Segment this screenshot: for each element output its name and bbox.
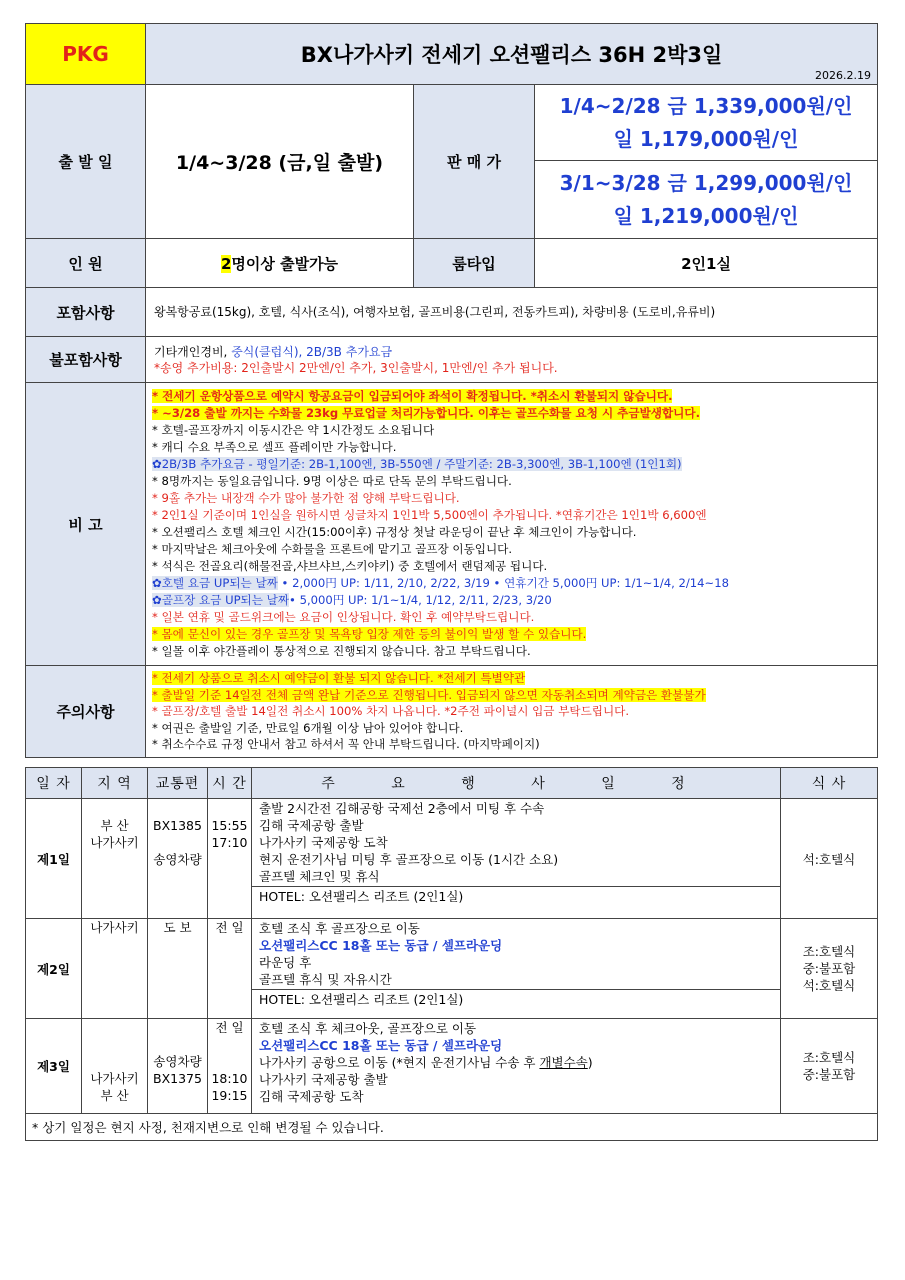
- remark-golf-up-title: ✿골프장 요금 UP되는 날짜: [152, 593, 290, 607]
- day1-label: 제1일: [26, 799, 82, 919]
- col-time: 시 간: [208, 768, 252, 799]
- remark-golf-up-dates: • 5,000円 UP: 1/1~1/4, 1/12, 2/11, 2/23, 3/20: [289, 593, 552, 607]
- people-text: 명이상 출발가능: [231, 254, 339, 273]
- caution-line: * 취소수수료 규정 안내서 참고 하셔서 꼭 안내 부탁드립니다. (마지막페이지): [152, 737, 540, 752]
- caution-line: * 전세기 상품으로 취소시 예약금이 환불 되지 않습니다. *전세기 특별약관: [152, 671, 526, 686]
- day2-hotel: HOTEL: 오션팰리스 리조트 (2인1실): [259, 992, 464, 1007]
- day1-region: [82, 799, 148, 919]
- remark-line: * 호텔-골프장까지 이동시간은 약 1시간정도 소요됩니다: [152, 423, 435, 437]
- individual-checkin: 개별수속: [539, 1055, 588, 1070]
- day2-region: 나가사키: [90, 920, 139, 935]
- day2-event: 호텔 조식 후 골프장으로 이동: [259, 921, 420, 936]
- day3-region-2: 부 산: [100, 1088, 129, 1103]
- col-itinerary: 주 요 행 사 일 정: [252, 768, 781, 799]
- day1-event: 현지 운전기사님 미팅 후 골프장으로 이동 (1시간 소요): [259, 852, 559, 867]
- day2-time-cell: [208, 919, 252, 1019]
- include-label: 포함사항: [26, 288, 146, 337]
- remarks-content: [146, 383, 878, 666]
- day1-time-1: 15:55: [211, 818, 248, 833]
- caution-content: [146, 666, 878, 758]
- day1-event: 골프텔 체크인 및 휴식: [259, 869, 380, 884]
- people-value: [146, 239, 414, 288]
- info-table: [25, 23, 878, 758]
- people-count: 2: [220, 254, 232, 273]
- caution-line: * 출발일 기준 14일전 전체 금액 완납 기준으로 진행됩니다. 입금되지 않으면 자동취소되며 계약금은 환불불가: [152, 687, 706, 702]
- day2-label: 제2일: [26, 919, 82, 1019]
- day2-itinerary: [252, 919, 781, 1019]
- remark-line: * 석식은 전골요리(해물전골,샤브샤브,스키야키) 중 호텔에서 랜덤제공 됩니다.: [152, 559, 548, 573]
- remark-line: * ~3/28 출발 까지는 수화물 23kg 무료업글 처리가능합니다. 이후는 골프수화물 요청 시 추금발생합니다.: [152, 406, 700, 420]
- day2-event: 골프텔 휴식 및 자유시간: [259, 972, 392, 987]
- remark-line: * 캐디 수요 부족으로 셀프 플레이만 가능합니다.: [152, 440, 397, 454]
- remark-line: * 오션팰리스 호텔 체크인 시간(15:00이후) 규정상 첫날 라운딩이 끝난 후 체크인이 가능합니다.: [152, 525, 637, 539]
- price-1-line-2: 일 1,179,000원/인: [613, 126, 799, 151]
- remarks-label: 비 고: [26, 383, 146, 666]
- day2-meal-lunch: 중:불포함: [802, 961, 856, 976]
- product-sheet: [25, 23, 877, 1141]
- remark-line: ✿2B/3B 추가요금 - 평일기준: 2B-1,100엔, 3B-550엔 / 주말기준: 2B-3,300엔, 3B-1,100엔 (1인1회): [152, 457, 682, 471]
- remark-line: * 일본 연휴 및 골드위크에는 요금이 인상됩니다. 확인 후 예약부탁드립니다.: [152, 610, 535, 624]
- price-2-line-2: 일 1,219,000원/인: [613, 203, 799, 228]
- page-title: BX나가사키 전세기 오션팰리스 36H 2박3일: [300, 43, 723, 67]
- remark-hotel-up-title: ✿호텔 요금 UP되는 날짜: [152, 576, 278, 590]
- remark-line: * 마지막날은 체크아웃에 수화물을 프론트에 맡기고 골프장 이동입니다.: [152, 542, 513, 556]
- exclude-text: 기타개인경비,: [154, 344, 232, 359]
- price-period-2: [535, 161, 878, 239]
- caution-line: * 여권은 출발일 기준, 만료일 6개월 이상 남아 있어야 합니다.: [152, 720, 464, 735]
- day1-time: [208, 799, 252, 919]
- day1-transport: [148, 799, 208, 919]
- day3-meal: [781, 1019, 878, 1114]
- col-region: 지 역: [82, 768, 148, 799]
- day3-event: 호텔 조식 후 체크아웃, 골프장으로 이동: [259, 1021, 477, 1036]
- day2-meal: [781, 919, 878, 1019]
- day1-region-1: 부 산: [100, 818, 129, 833]
- price-2-line-1: 3/1~3/28 금 1,299,000원/인: [559, 170, 853, 195]
- remark-line: * 몸에 문신이 있는 경우 골프장 및 목욕탕 입장 제한 등의 불이익 발생 할 수 있습니다.: [152, 627, 587, 641]
- price-1-line-1: 1/4~2/28 금 1,339,000원/인: [559, 93, 853, 118]
- include-value: 왕복항공료(15kg), 호텔, 식사(조식), 여행자보험, 골프비용(그린피, 전동카트피), 차량비용 (도로비,유류비): [146, 288, 878, 337]
- day1-time-2: 17:10: [211, 835, 248, 850]
- day3-meal-breakfast: 조:호텔식: [802, 1050, 856, 1065]
- exclude-label: 불포함사항: [26, 337, 146, 383]
- day3-meal-lunch: 중:불포함: [802, 1067, 856, 1082]
- day1-hotel: HOTEL: 오션팰리스 리조트 (2인1실): [259, 889, 464, 904]
- remark-line: * 9홀 추가는 내장객 수가 많아 불가한 점 양해 부탁드립니다.: [152, 491, 460, 505]
- day3-time: [208, 1019, 252, 1114]
- day3-itinerary: [252, 1019, 781, 1114]
- day1-event: 나가사키 국제공항 도착: [259, 835, 388, 850]
- day3-event-transfer: 나가사키 공항으로 이동 (*현지 운전기사님 수송 후 개별수속): [259, 1055, 593, 1070]
- schedule-footnote: * 상기 일정은 현지 사정, 천재지변으로 인해 변경될 수 있습니다.: [26, 1114, 878, 1141]
- title-cell: [146, 24, 878, 85]
- remark-line: * 8명까지는 동일요금입니다. 9명 이상은 따로 단독 문의 부탁드립니다.: [152, 474, 512, 488]
- pkg-label: PKG: [26, 24, 146, 85]
- price-label: 판 매 가: [414, 85, 535, 239]
- day1-event: 출발 2시간전 김해공항 국제선 2층에서 미팅 후 수속: [259, 801, 545, 816]
- day1-transfer: 송영차량: [153, 852, 202, 867]
- col-meal: 식 사: [781, 768, 878, 799]
- day1-meal: 석:호텔식: [781, 799, 878, 919]
- departure-label: 출 발 일: [26, 85, 146, 239]
- day3-region: [82, 1019, 148, 1114]
- exclude-value: [146, 337, 878, 383]
- day3-event: 나가사키 국제공항 출발: [259, 1072, 388, 1087]
- day1-event: 김해 국제공항 출발: [259, 818, 364, 833]
- price-period-1: [535, 85, 878, 161]
- room-value: 2인1실: [535, 239, 878, 288]
- day1-flight: BX1385: [153, 818, 202, 833]
- day3-transfer: 송영차량: [153, 1054, 202, 1069]
- exclude-text-blue: 중식(클럽식), 2B/3B 추가요금: [231, 344, 393, 359]
- day2-transport-cell: [148, 919, 208, 1019]
- day3-time-2: 19:15: [211, 1088, 248, 1103]
- day3-event-golf: 오션팰리스CC 18홀 또는 동급 / 셀프라운딩: [259, 1038, 503, 1053]
- col-transport: 교통편: [148, 768, 208, 799]
- day1-itinerary: [252, 799, 781, 919]
- day3-region-1: 나가사키: [90, 1071, 139, 1086]
- departure-value: 1/4~3/28 (금,일 출발): [146, 85, 414, 239]
- day2-region-cell: [82, 919, 148, 1019]
- day1-region-2: 나가사키: [90, 835, 139, 850]
- schedule-table: [25, 767, 878, 1141]
- day3-label: 제3일: [26, 1019, 82, 1114]
- room-label: 룸타입: [414, 239, 535, 288]
- day2-transport: 도 보: [163, 920, 192, 935]
- day3-time-0: 전 일: [215, 1020, 244, 1035]
- day2-meal-breakfast: 조:호텔식: [802, 944, 856, 959]
- day3-flight: BX1375: [153, 1071, 202, 1086]
- remark-line: * 2인1실 기준이며 1인실을 원하시면 싱글차지 1인1박 5,500엔이 추가됩니다. *연휴기간은 1인1박 6,600엔: [152, 508, 707, 522]
- col-day: 일 자: [26, 768, 82, 799]
- day2-event-golf: 오션팰리스CC 18홀 또는 동급 / 셀프라운딩: [259, 938, 503, 953]
- remark-line: * 일몰 이후 야간플레이 통상적으로 진행되지 않습니다. 참고 부탁드립니다.: [152, 644, 531, 658]
- people-label: 인 원: [26, 239, 146, 288]
- day2-meal-dinner: 석:호텔식: [802, 978, 856, 993]
- day3-event: 김해 국제공항 도착: [259, 1089, 364, 1104]
- issue-date: 2026.2.19: [815, 69, 872, 82]
- day2-time: 전 일: [215, 920, 244, 935]
- remark-line: * 전세기 운항상품으로 예약시 항공요금이 입금되어야 좌석이 확정됩니다. *취소시 환불되지 않습니다.: [152, 389, 673, 403]
- day3-time-1: 18:10: [211, 1071, 248, 1086]
- exclude-transfer-note: *송영 추가비용: 2인출발시 2만엔/인 추가, 3인출발시, 1만엔/인 추가 됩니다.: [154, 360, 558, 375]
- remark-hotel-up-dates: • 2,000円 UP: 1/11, 2/10, 2/22, 3/19 • 연휴기간 5,000円 UP: 1/1~1/4, 2/14~18: [277, 576, 729, 590]
- day3-transport: [148, 1019, 208, 1114]
- day2-event: 라운딩 후: [259, 955, 312, 970]
- caution-line: * 골프장/호텔 출발 14일전 취소시 100% 차지 나옵니다. *2주전 파이널시 입금 부탁드립니다.: [152, 704, 630, 719]
- caution-label: 주의사항: [26, 666, 146, 758]
